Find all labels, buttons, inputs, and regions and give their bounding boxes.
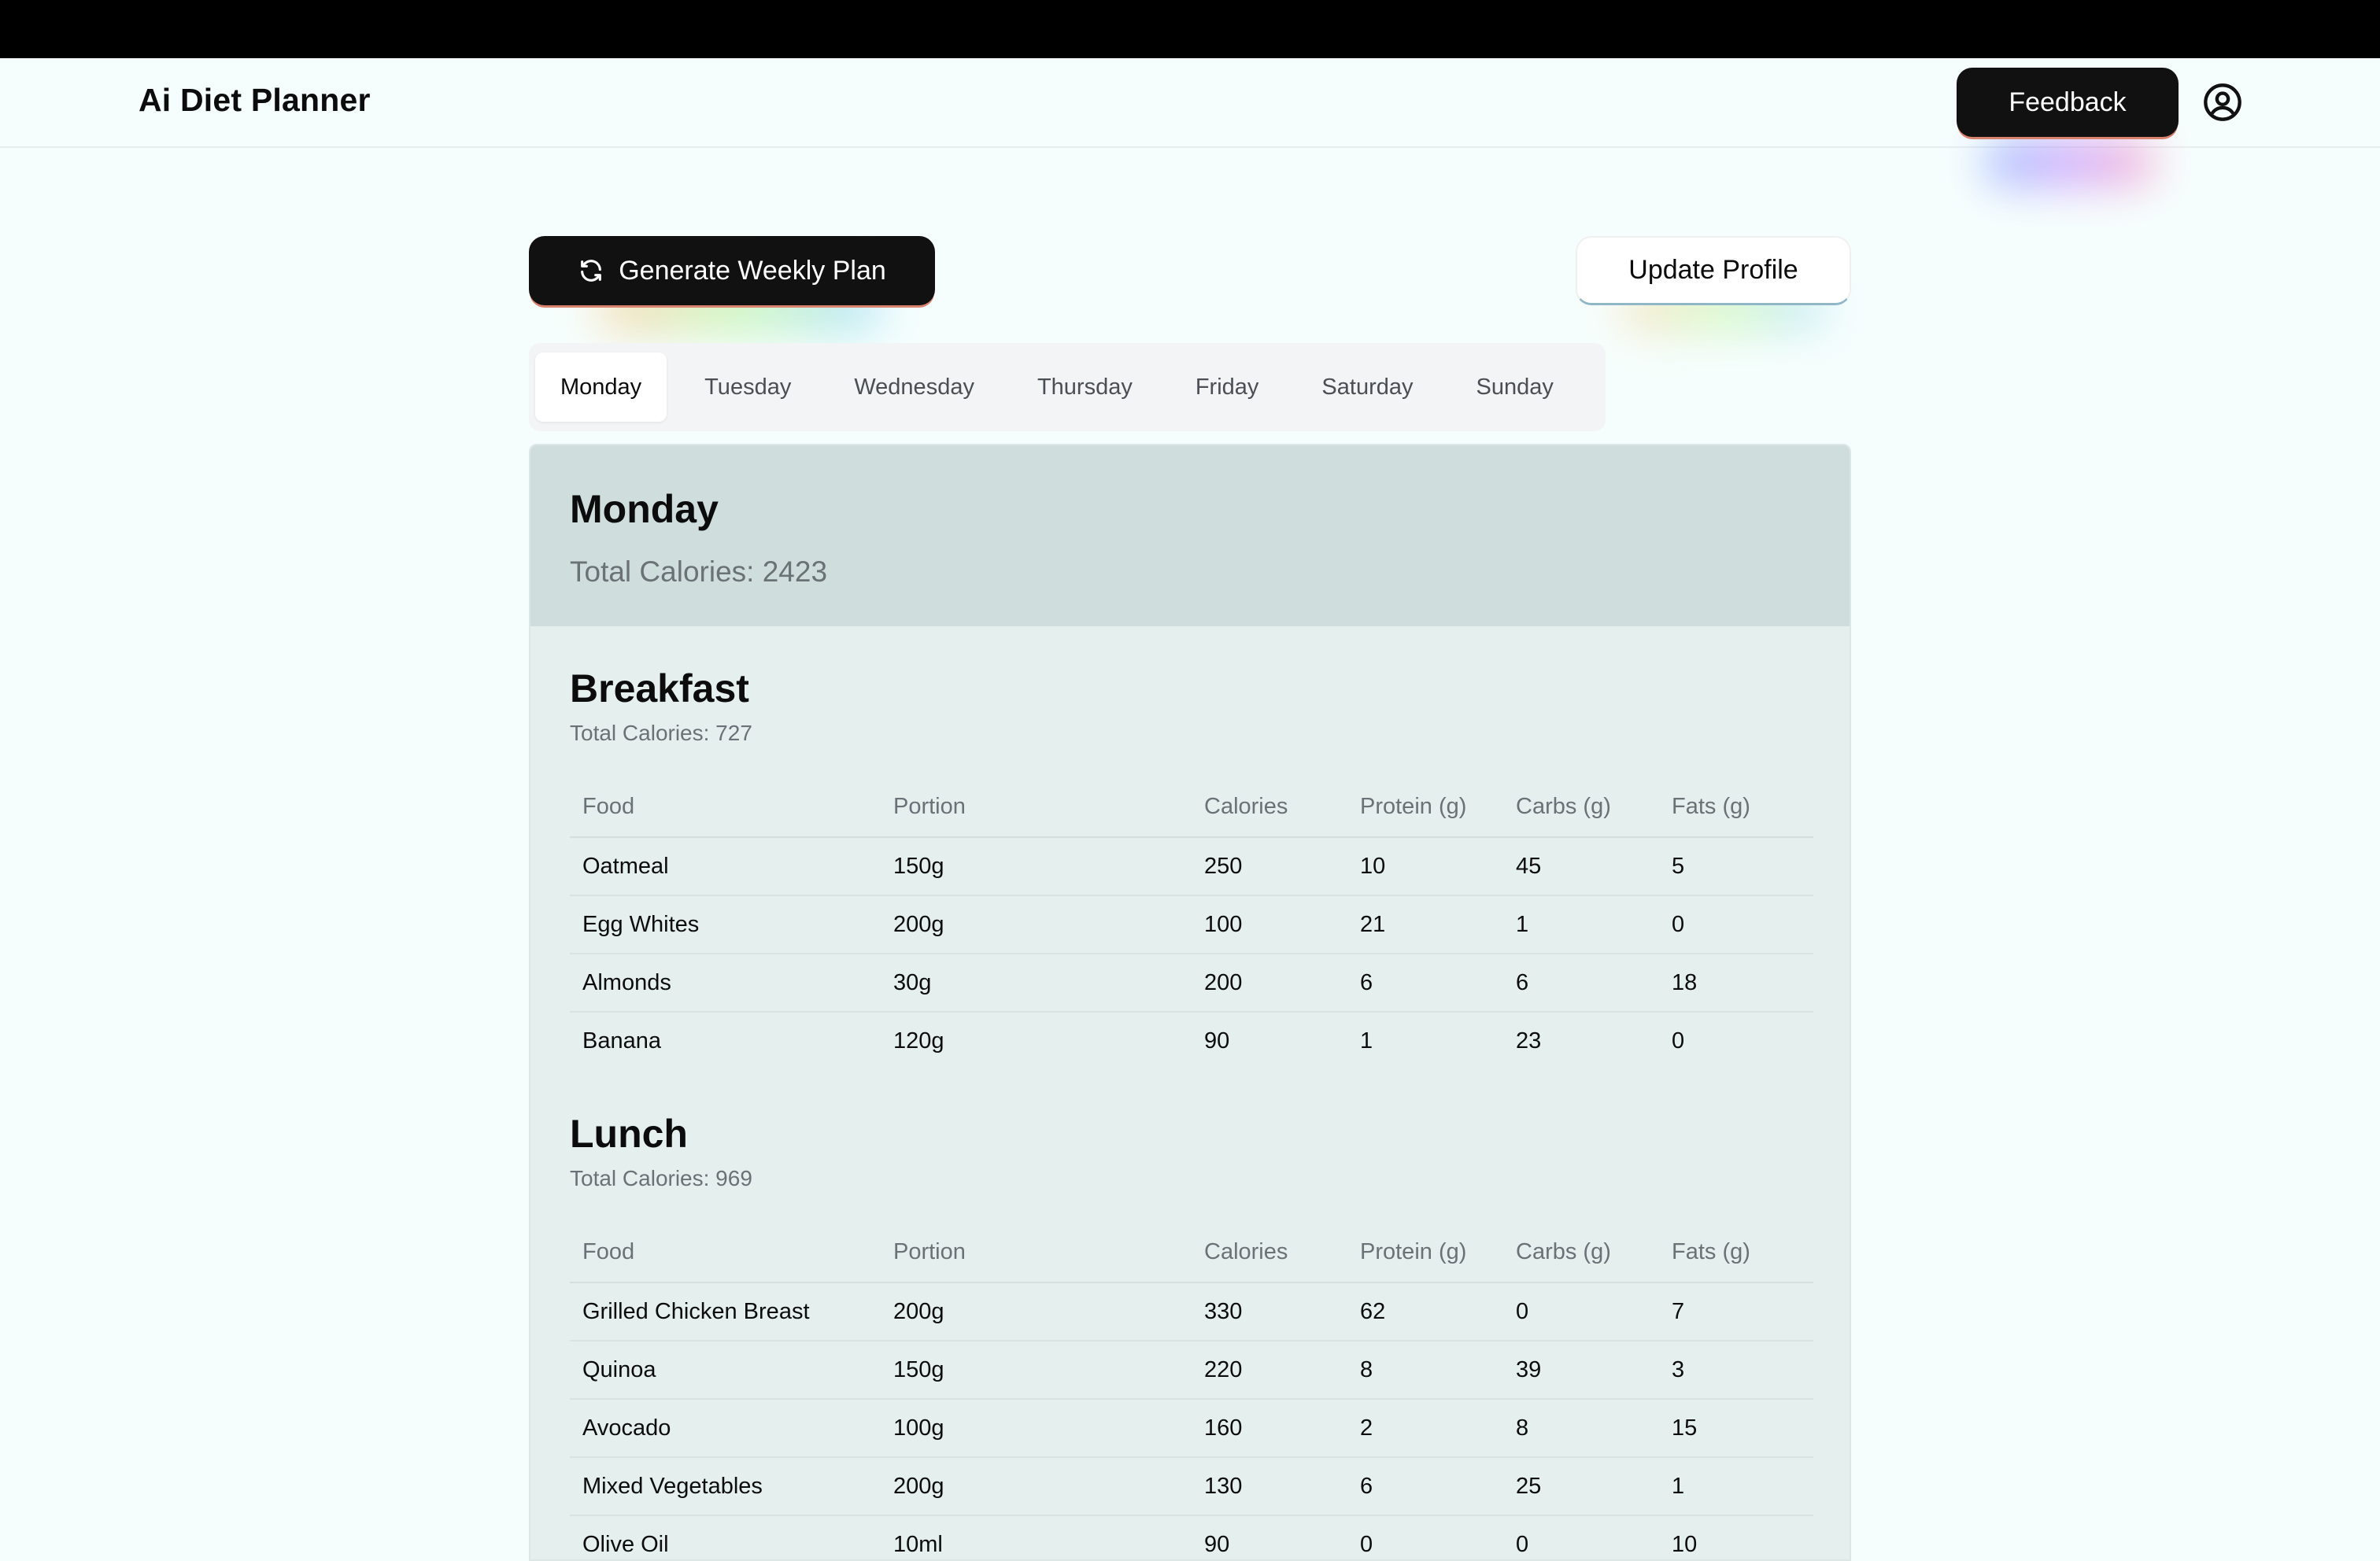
cell-calories: 90 [1204, 1028, 1230, 1054]
cell-fats: 10 [1672, 1532, 1698, 1557]
cell-calories: 250 [1192, 837, 1347, 895]
cell-food: Almonds [570, 954, 881, 1012]
cell-portion: 200g [881, 1457, 1192, 1515]
tab-tuesday[interactable]: Tuesday [704, 374, 792, 400]
cell-food: Egg Whites [570, 895, 881, 954]
table-row [570, 895, 1813, 954]
table-row [570, 1282, 1813, 1341]
meal-title: Breakfast [570, 666, 749, 710]
cell-food: Quinoa [570, 1341, 881, 1399]
top-bar [0, 0, 2380, 58]
update-profile-button[interactable]: Update Profile [1576, 236, 1851, 305]
col-carbs: Carbs (g) [1503, 777, 1659, 837]
tab-sunday[interactable]: Sunday [1476, 374, 1554, 400]
cell-protein: 6 [1347, 1457, 1503, 1515]
lunch-table [570, 1223, 1813, 1561]
cell-carbs: 23 [1516, 1028, 1542, 1054]
cell-protein: 6 [1347, 954, 1503, 1012]
cell-portion: 200g [881, 1282, 1192, 1341]
cell-fats: 0 [1659, 895, 1813, 954]
cell-portion: 120g [893, 1028, 944, 1054]
cell-food: Oatmeal [570, 837, 881, 895]
tab-saturday[interactable]: Saturday [1321, 374, 1414, 400]
header [0, 58, 2380, 148]
cell-portion: 200g [881, 895, 1192, 954]
col-fats: Fats (g) [1659, 1223, 1813, 1282]
cell-carbs: 0 [1516, 1532, 1529, 1557]
tab-wednesday[interactable]: Wednesday [854, 374, 974, 400]
table-row [570, 954, 1813, 1012]
cell-carbs: 1 [1503, 895, 1659, 954]
cell-calories: 200 [1192, 954, 1347, 1012]
cell-fats: 1 [1659, 1457, 1813, 1515]
cell-fats: 15 [1659, 1399, 1813, 1457]
cell-carbs: 39 [1503, 1341, 1659, 1399]
cell-food: Avocado [570, 1399, 881, 1457]
table-header-row [570, 777, 1813, 837]
cell-portion: 100g [881, 1399, 1192, 1457]
cell-carbs: 8 [1503, 1399, 1659, 1457]
col-calories: Calories [1192, 777, 1347, 837]
table-row [570, 837, 1813, 895]
generate-weekly-plan-label: Generate Weekly Plan [619, 255, 886, 286]
user-circle-icon[interactable] [2202, 82, 2243, 123]
cell-food: Olive Oil [582, 1532, 669, 1557]
cell-carbs: 45 [1503, 837, 1659, 895]
cell-protein: 10 [1347, 837, 1503, 895]
cell-calories: 130 [1192, 1457, 1347, 1515]
meal-title: Lunch [570, 1112, 688, 1156]
cell-calories: 160 [1192, 1399, 1347, 1457]
breakfast-table [570, 777, 1813, 1070]
cell-portion: 30g [881, 954, 1192, 1012]
col-carbs: Carbs (g) [1503, 1223, 1659, 1282]
col-protein: Protein (g) [1347, 777, 1503, 837]
table-row [570, 1457, 1813, 1515]
cell-protein: 62 [1347, 1282, 1503, 1341]
table-row [570, 1341, 1813, 1399]
cell-carbs: 0 [1503, 1282, 1659, 1341]
day-plan-card [529, 444, 1851, 1561]
meal-breakfast [530, 626, 1850, 1070]
day-total-calories: Total Calories: 2423 [570, 555, 828, 588]
brand-title: Ai Diet Planner [139, 82, 371, 118]
day-title: Monday [570, 487, 719, 531]
col-food: Food [570, 777, 881, 837]
table-header-row [570, 1223, 1813, 1282]
col-portion: Portion [881, 1223, 1192, 1282]
table-row [570, 1012, 1813, 1070]
tab-monday[interactable]: Monday [535, 352, 667, 422]
day-tabs [529, 343, 1606, 431]
cell-fats: 7 [1659, 1282, 1813, 1341]
cell-fats: 0 [1672, 1028, 1685, 1054]
table-row [570, 1399, 1813, 1457]
cell-protein: 1 [1360, 1028, 1373, 1054]
cell-fats: 3 [1659, 1341, 1813, 1399]
col-food: Food [570, 1223, 881, 1282]
table-row [570, 1515, 1813, 1561]
cell-food: Banana [582, 1028, 661, 1054]
day-header [530, 445, 1850, 626]
cell-food: Mixed Vegetables [570, 1457, 881, 1515]
cell-calories: 220 [1192, 1341, 1347, 1399]
cell-protein: 21 [1347, 895, 1503, 954]
tab-friday[interactable]: Friday [1195, 374, 1259, 400]
meal-lunch [530, 1070, 1850, 1561]
cell-carbs: 25 [1503, 1457, 1659, 1515]
meal-total-calories: Total Calories: 969 [570, 1166, 752, 1190]
cell-portion: 150g [881, 837, 1192, 895]
col-fats: Fats (g) [1659, 777, 1813, 837]
feedback-button[interactable]: Feedback [1957, 68, 2179, 137]
cell-portion: 150g [881, 1341, 1192, 1399]
cell-carbs: 6 [1503, 954, 1659, 1012]
cell-fats: 5 [1659, 837, 1813, 895]
cell-food: Grilled Chicken Breast [570, 1282, 881, 1341]
tab-thursday[interactable]: Thursday [1037, 374, 1133, 400]
generate-weekly-plan-button[interactable] [529, 236, 935, 305]
cell-portion: 10ml [893, 1532, 943, 1557]
cell-fats: 18 [1659, 954, 1813, 1012]
cell-calories: 100 [1192, 895, 1347, 954]
cell-protein: 0 [1360, 1532, 1373, 1557]
refresh-icon [578, 257, 604, 284]
col-calories: Calories [1192, 1223, 1347, 1282]
cell-protein: 8 [1347, 1341, 1503, 1399]
cell-calories: 90 [1204, 1532, 1230, 1557]
cell-calories: 330 [1192, 1282, 1347, 1341]
col-portion: Portion [881, 777, 1192, 837]
feedback-glow [1983, 138, 2156, 186]
meal-total-calories: Total Calories: 727 [570, 721, 752, 745]
cell-protein: 2 [1347, 1399, 1503, 1457]
col-protein: Protein (g) [1347, 1223, 1503, 1282]
